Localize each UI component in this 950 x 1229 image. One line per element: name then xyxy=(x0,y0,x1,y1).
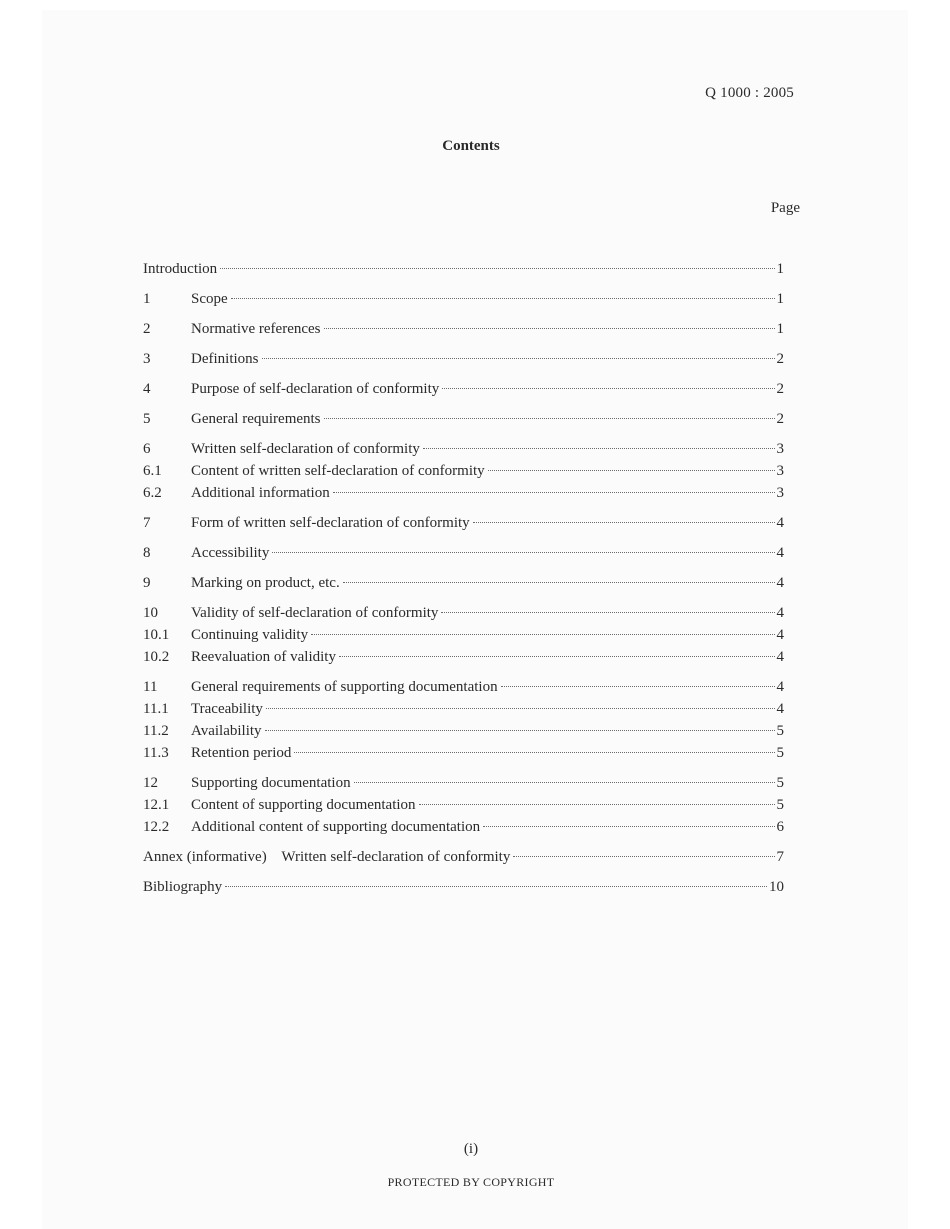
toc-entry-title: Traceability xyxy=(191,701,263,717)
toc-entry-title: Content of written self-declaration of conformity xyxy=(191,463,485,479)
toc-entry-page: 1 xyxy=(776,291,784,307)
toc-group xyxy=(143,602,784,668)
toc-entry[interactable] xyxy=(143,408,784,430)
toc-entry-title: Bibliography xyxy=(143,879,223,895)
toc-entry[interactable] xyxy=(143,572,784,594)
toc-entry-title: Additional content of supporting documentation xyxy=(191,819,481,835)
toc-entry-page: 4 xyxy=(776,679,784,695)
toc-entry-title: Definitions xyxy=(191,351,259,367)
dot-leader xyxy=(225,885,767,887)
toc-entry-page: 1 xyxy=(776,321,784,337)
toc-entry[interactable] xyxy=(143,482,784,504)
dot-leader xyxy=(354,781,775,783)
toc-group xyxy=(143,378,784,400)
toc-entry-page: 4 xyxy=(776,575,784,591)
toc-entry-title: Content of supporting documentation xyxy=(191,797,416,813)
dot-leader xyxy=(294,751,774,753)
dot-leader xyxy=(231,297,775,299)
toc-entry-number: 12.1 xyxy=(143,797,170,813)
dot-leader xyxy=(473,521,775,523)
toc-entry-title: Form of written self-declaration of conformity xyxy=(191,515,470,531)
toc-entry-page: 3 xyxy=(776,441,784,457)
toc-entry[interactable] xyxy=(143,876,784,898)
toc-entry[interactable] xyxy=(143,288,784,310)
table-of-contents xyxy=(143,258,784,906)
toc-entry-title: Normative references xyxy=(191,321,321,337)
toc-entry-page: 2 xyxy=(776,351,784,367)
toc-entry-title: Availability xyxy=(191,723,262,739)
toc-entry-page: 6 xyxy=(776,819,784,835)
toc-entry-title: Accessibility xyxy=(191,545,270,561)
toc-entry[interactable] xyxy=(143,720,784,742)
dot-leader xyxy=(220,267,774,269)
toc-entry-number: 10.2 xyxy=(143,649,170,665)
toc-entry-title: Reevaluation of validity xyxy=(191,649,336,665)
toc-entry-page: 3 xyxy=(776,463,784,479)
toc-entry-page: 5 xyxy=(776,797,784,813)
dot-leader xyxy=(513,855,774,857)
toc-entry-title: Supporting documentation xyxy=(191,775,351,791)
toc-entry-number: 11.2 xyxy=(143,723,169,739)
toc-entry[interactable] xyxy=(143,438,784,460)
toc-entry-page: 3 xyxy=(776,485,784,501)
toc-entry-number: 11.1 xyxy=(143,701,169,717)
toc-group xyxy=(143,846,784,868)
dot-leader xyxy=(343,581,775,583)
toc-entry-number: 6.2 xyxy=(143,485,162,501)
dot-leader xyxy=(483,825,774,827)
toc-entry-number: 10 xyxy=(143,605,158,621)
toc-entry-title: Retention period xyxy=(191,745,292,761)
toc-entry-page: 2 xyxy=(776,381,784,397)
toc-entry-number: 1 xyxy=(143,291,151,307)
toc-entry-number: 10.1 xyxy=(143,627,170,643)
toc-group xyxy=(143,512,784,534)
dot-leader xyxy=(423,447,775,449)
toc-entry[interactable] xyxy=(143,846,784,868)
toc-entry-page: 1 xyxy=(776,261,784,277)
page-title: Contents xyxy=(442,138,500,154)
toc-entry-page: 4 xyxy=(776,627,784,643)
toc-entry-title: General requirements of supporting documentation xyxy=(191,679,498,695)
toc-entry-title: Written self-declaration of conformity xyxy=(191,441,420,457)
toc-group xyxy=(143,408,784,430)
toc-entry-title: Continuing validity xyxy=(191,627,309,643)
dot-leader xyxy=(265,729,775,731)
toc-entry[interactable] xyxy=(143,258,784,280)
toc-entry-page: 5 xyxy=(776,775,784,791)
toc-entry-number: 2 xyxy=(143,321,151,337)
toc-entry[interactable] xyxy=(143,348,784,370)
dot-leader xyxy=(311,633,774,635)
toc-entry[interactable] xyxy=(143,816,784,838)
toc-entry-page: 10 xyxy=(769,879,784,895)
dot-leader xyxy=(272,551,774,553)
toc-entry[interactable] xyxy=(143,602,784,624)
toc-group xyxy=(143,318,784,340)
dot-leader xyxy=(441,611,774,613)
dot-leader xyxy=(266,707,775,709)
toc-group xyxy=(143,438,784,504)
document-code: Q 1000 : 2005 xyxy=(705,85,794,101)
dot-leader xyxy=(324,417,775,419)
toc-entry-title: Annex (informative) Written self-declaration of conformity xyxy=(143,849,511,865)
toc-entry-page: 2 xyxy=(776,411,784,427)
toc-entry[interactable] xyxy=(143,378,784,400)
toc-entry-number: 5 xyxy=(143,411,151,427)
toc-entry-number: 11 xyxy=(143,679,158,695)
toc-entry-title: Marking on product, etc. xyxy=(191,575,340,591)
toc-entry[interactable] xyxy=(143,794,784,816)
toc-entry[interactable] xyxy=(143,512,784,534)
toc-entry[interactable] xyxy=(143,742,784,764)
toc-entry-page: 5 xyxy=(776,745,784,761)
toc-entry-number: 6.1 xyxy=(143,463,162,479)
toc-group xyxy=(143,676,784,764)
toc-entry-number: 9 xyxy=(143,575,151,591)
toc-entry-title: Purpose of self-declaration of conformity xyxy=(191,381,440,397)
dot-leader xyxy=(501,685,775,687)
toc-entry-page: 5 xyxy=(776,723,784,739)
toc-entry-title: Additional information xyxy=(191,485,330,501)
toc-entry-page: 4 xyxy=(776,605,784,621)
dot-leader xyxy=(488,469,775,471)
toc-entry-page: 4 xyxy=(776,515,784,531)
toc-group xyxy=(143,258,784,280)
dot-leader xyxy=(262,357,775,359)
toc-entry-number: 6 xyxy=(143,441,151,457)
toc-entry-number: 4 xyxy=(143,381,151,397)
page-number: (i) xyxy=(463,1141,479,1157)
toc-entry-page: 4 xyxy=(776,649,784,665)
toc-entry-number: 12.2 xyxy=(143,819,170,835)
toc-group xyxy=(143,348,784,370)
toc-entry-number: 7 xyxy=(143,515,151,531)
toc-entry-page: 4 xyxy=(776,701,784,717)
toc-group xyxy=(143,288,784,310)
toc-entry[interactable] xyxy=(143,646,784,668)
toc-entry-number: 8 xyxy=(143,545,151,561)
toc-entry[interactable] xyxy=(143,460,784,482)
toc-entry[interactable] xyxy=(143,676,784,698)
toc-entry[interactable] xyxy=(143,698,784,720)
toc-entry[interactable] xyxy=(143,318,784,340)
dot-leader xyxy=(333,491,775,493)
dot-leader xyxy=(324,327,775,329)
page-column-label: Page xyxy=(770,200,800,216)
toc-entry-title: General requirements xyxy=(191,411,321,427)
toc-entry-title: Validity of self-declaration of conformity xyxy=(191,605,439,621)
toc-group xyxy=(143,542,784,564)
dot-leader xyxy=(442,387,774,389)
toc-entry-title: Introduction xyxy=(143,261,218,277)
dot-leader xyxy=(339,655,775,657)
toc-group xyxy=(143,572,784,594)
toc-entry-number: 3 xyxy=(143,351,151,367)
toc-entry[interactable] xyxy=(143,772,784,794)
dot-leader xyxy=(419,803,775,805)
toc-entry[interactable] xyxy=(143,624,784,646)
copyright-notice: PROTECTED BY COPYRIGHT xyxy=(387,1175,555,1189)
toc-entry-page: 4 xyxy=(776,545,784,561)
toc-group xyxy=(143,772,784,838)
toc-group xyxy=(143,876,784,898)
toc-entry-number: 12 xyxy=(143,775,158,791)
toc-entry-page: 7 xyxy=(776,849,784,865)
toc-entry-number: 11.3 xyxy=(143,745,169,761)
toc-entry[interactable] xyxy=(143,542,784,564)
toc-entry-title: Scope xyxy=(191,291,228,307)
